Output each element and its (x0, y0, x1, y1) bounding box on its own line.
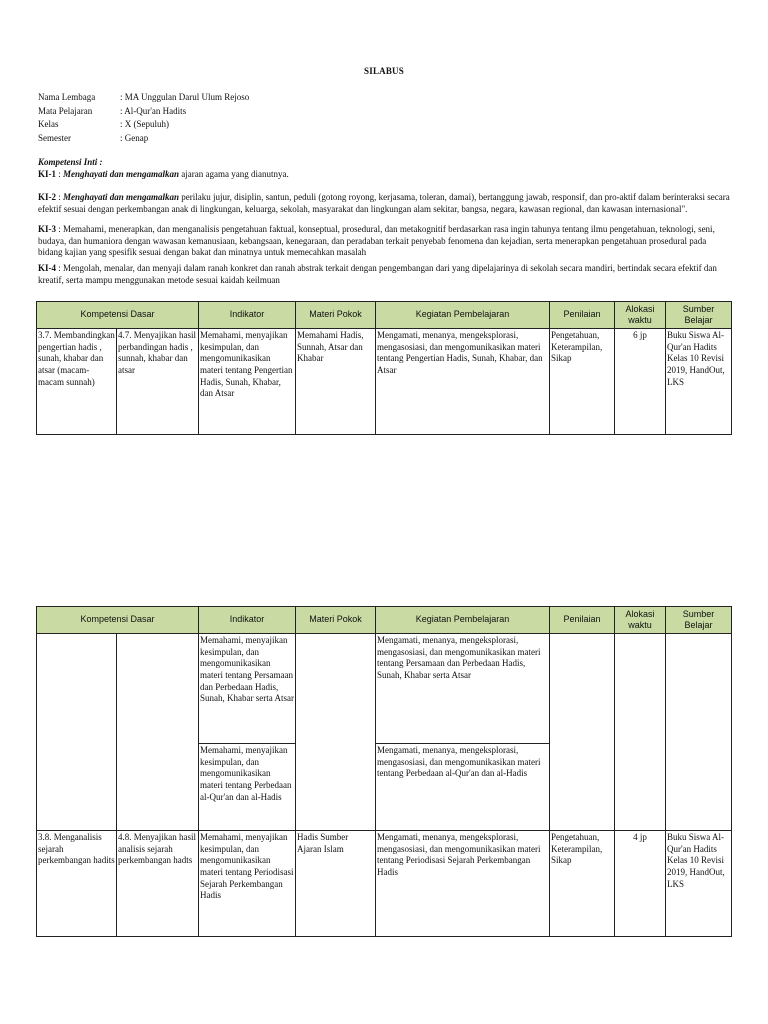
cell-alokasi-empty (615, 634, 666, 831)
cell-kegiatan: Mengamati, menanya, mengeksplorasi, mengasosiasi, dan mengomunikasikan materi tentang Persamaan dan Perbedaan Hadis, Sunah, Khabar serta Atsar (376, 634, 550, 744)
header-kompetensi-dasar: Kompetensi Dasar (37, 302, 199, 329)
meta-row-kelas (38, 119, 249, 133)
ki-1 (38, 169, 730, 181)
ki-code: KI-4 (38, 263, 56, 273)
cell-materi-empty (296, 634, 376, 831)
document-title: SILABUS (364, 66, 404, 76)
cell-kd3: 3.8. Menganalisis sejarah perkembangan hadits (37, 831, 117, 937)
ki-sep: : (56, 263, 64, 273)
cell-indikator: Memahami, menyajikan kesimpulan, dan mengomunikasikan materi tentang Pengertian Hadis, Sunah, Khabar, dan Atsar (199, 329, 296, 435)
cell-kegiatan: Mengamati, menanya, mengeksplorasi, mengasosiasi, dan mengomunikasikan materi tentang Pengertian Hadis, Sunah, Khabar, dan Atsar (376, 329, 550, 435)
header-sumber-belajar: Sumber Belajar (666, 302, 732, 329)
meta-value: : X (Sepuluh) (120, 119, 169, 129)
meta-row-semester (38, 133, 249, 147)
meta-label: Mata Pelajaran (38, 105, 93, 116)
cell-kd3: 3.7. Membandingkan pengertian hadis , sunah, khabar dan atsar (macam-macam sunnah) (37, 329, 117, 435)
cell-alokasi: 4 jp (615, 831, 666, 937)
cell-kegiatan: Mengamati, menanya, mengeksplorasi, mengasosiasi, dan mengomunikasikan materi tentang Periodisasi Sejarah Perkembangan Hadis (376, 831, 550, 937)
ki-3 (38, 224, 730, 259)
cell-kd4: 4.7. Menyajikan hasil perbandingan hadis , sunnah, khabar dan atsar (117, 329, 199, 435)
cell-materi: Memahami Hadis, Sunnah, Atsar dan Khabar (296, 329, 376, 435)
ki-heading-block (38, 157, 730, 180)
cell-sumber-empty (666, 634, 732, 831)
cell-indikator: Memahami, menyajikan kesimpulan, dan mengomunikasikan materi tentang Persamaan dan Perbedaan Hadis, Sunah, Khabar serta Atsar (199, 634, 296, 744)
cell-indikator: Memahami, menyajikan kesimpulan, dan mengomunikasikan materi tentang Periodisasi Sejarah Perkembangan Hadis (199, 831, 296, 937)
ki-sep: : (56, 168, 64, 179)
meta-value: : MA Unggulan Darul Ulum Rejoso (120, 92, 250, 102)
header-indikator: Indikator (199, 302, 296, 329)
cell-alokasi: 6 jp (615, 329, 666, 435)
meta-label: Kelas (38, 119, 59, 129)
meta-block (38, 92, 249, 146)
meta-row-mapel (38, 106, 249, 120)
ki-code: KI-3 (38, 224, 56, 234)
cell-indikator: Memahami, menyajikan kesimpulan, dan mengomunikasikan materi tentang Perbedaan al-Qur'an dan al-Hadis (199, 744, 296, 831)
cell-kd3-empty (37, 634, 117, 831)
meta-row-lembaga (38, 92, 249, 106)
ki-sep: : (56, 192, 64, 202)
table-row (37, 831, 732, 937)
table-header-row (37, 607, 732, 634)
meta-label: Nama Lembaga (38, 92, 96, 102)
meta-label: Semester (38, 132, 71, 143)
cell-sumber: Buku Siswa Al-Qur'an Hadits Kelas 10 Revisi 2019, HandOut, LKS (666, 329, 732, 435)
cell-kd4: 4.8. Menyajikan hasil analisis sejarah perkembangan hadts (117, 831, 199, 937)
syllabus-table-1 (36, 301, 732, 435)
ki-code: KI-2 (38, 192, 56, 202)
ki-heading: Kompetensi Inti : (38, 157, 103, 167)
ki-sep: : (56, 224, 64, 234)
ki-text: Mengolah, menalar, dan menyaji dalam ranah konkret dan ranah abstrak terkait dengan pengembangan dari yang dipelajarinya di sekolah secara mandiri, bertindak secara efektif dan kreatif, serta mampu menggunakan metode sesuai kaidah keilmuan (38, 263, 717, 285)
meta-value: : Genap (120, 132, 149, 143)
cell-penilaian: Pengetahuan, Keterampilan, Sikap (550, 831, 615, 937)
cell-penilaian-empty (550, 634, 615, 831)
syllabus-table-2 (36, 606, 732, 937)
ki-emphasis: Menghayati dan mengamalkan (63, 168, 180, 179)
ki-2 (38, 192, 730, 215)
ki-text: Memahami, menerapkan, dan menganalisis pengetahuan faktual, konseptual, prosedural, dan metakognitif berdasarkan rasa ingin tahunya tentang ilmu pengetahuan, teknologi, seni, budaya, dan humaniora dengan wawasan kemanusiaan, kebangsaan, kenegaraan, dan peradaban terkait penyebab fenomena dan kejadian, serta menerapkan pengetahuan prosedural pada bidang kajian yang spesifik sesuai dengan bakat dan minatnya untuk memecahkan masalah (38, 224, 715, 258)
cell-kegiatan: Mengamati, menanya, mengeksplorasi, mengasosiasi, dan mengomunikasikan materi tentang Perbedaan al-Qur'an dan al-Hadis (376, 744, 550, 831)
ki-text: perilaku jujur, disiplin, santun, peduli (gotong royong, kerjasama, toleran, damai), bertanggung jawab, responsif, dan pro-aktif dalam berinteraksi secara efektif sesuai dengan perkembangan anak di lingkungan, keluarga, sekolah, masyarakat dan lingkungan alam sekitar, bangsa, negara, kawasan regional, dan kawasan internasional". (38, 192, 730, 214)
table-header-row (37, 302, 732, 329)
cell-sumber: Buku Siswa Al-Qur'an Hadits Kelas 10 Revisi 2019, HandOut, LKS (666, 831, 732, 937)
header-sumber-belajar: Sumber Belajar (666, 607, 732, 634)
header-alokasi-waktu: Alokasi waktu (615, 607, 666, 634)
header-indikator: Indikator (199, 607, 296, 634)
header-penilaian: Penilaian (550, 607, 615, 634)
header-kegiatan-pembelajaran: Kegiatan Pembelajaran (376, 302, 550, 329)
ki-4 (38, 263, 730, 286)
ki-text: ajaran agama yang dianutnya. (179, 168, 289, 179)
cell-kd4-empty (117, 634, 199, 831)
header-kegiatan-pembelajaran: Kegiatan Pembelajaran (376, 607, 550, 634)
header-penilaian: Penilaian (550, 302, 615, 329)
cell-penilaian: Pengetahuan, Keterampilan, Sikap (550, 329, 615, 435)
table-row (37, 634, 732, 744)
ki-code: KI-1 (38, 168, 56, 179)
header-kompetensi-dasar: Kompetensi Dasar (37, 607, 199, 634)
meta-value: : Al-Qur'an Hadits (120, 105, 187, 116)
header-alokasi-waktu: Alokasi waktu (615, 302, 666, 329)
table-row (37, 329, 732, 435)
header-materi-pokok: Materi Pokok (296, 607, 376, 634)
ki-emphasis: Menghayati dan mengamalkan (63, 192, 180, 202)
cell-materi: Hadis Sumber Ajaran Islam (296, 831, 376, 937)
header-materi-pokok: Materi Pokok (296, 302, 376, 329)
